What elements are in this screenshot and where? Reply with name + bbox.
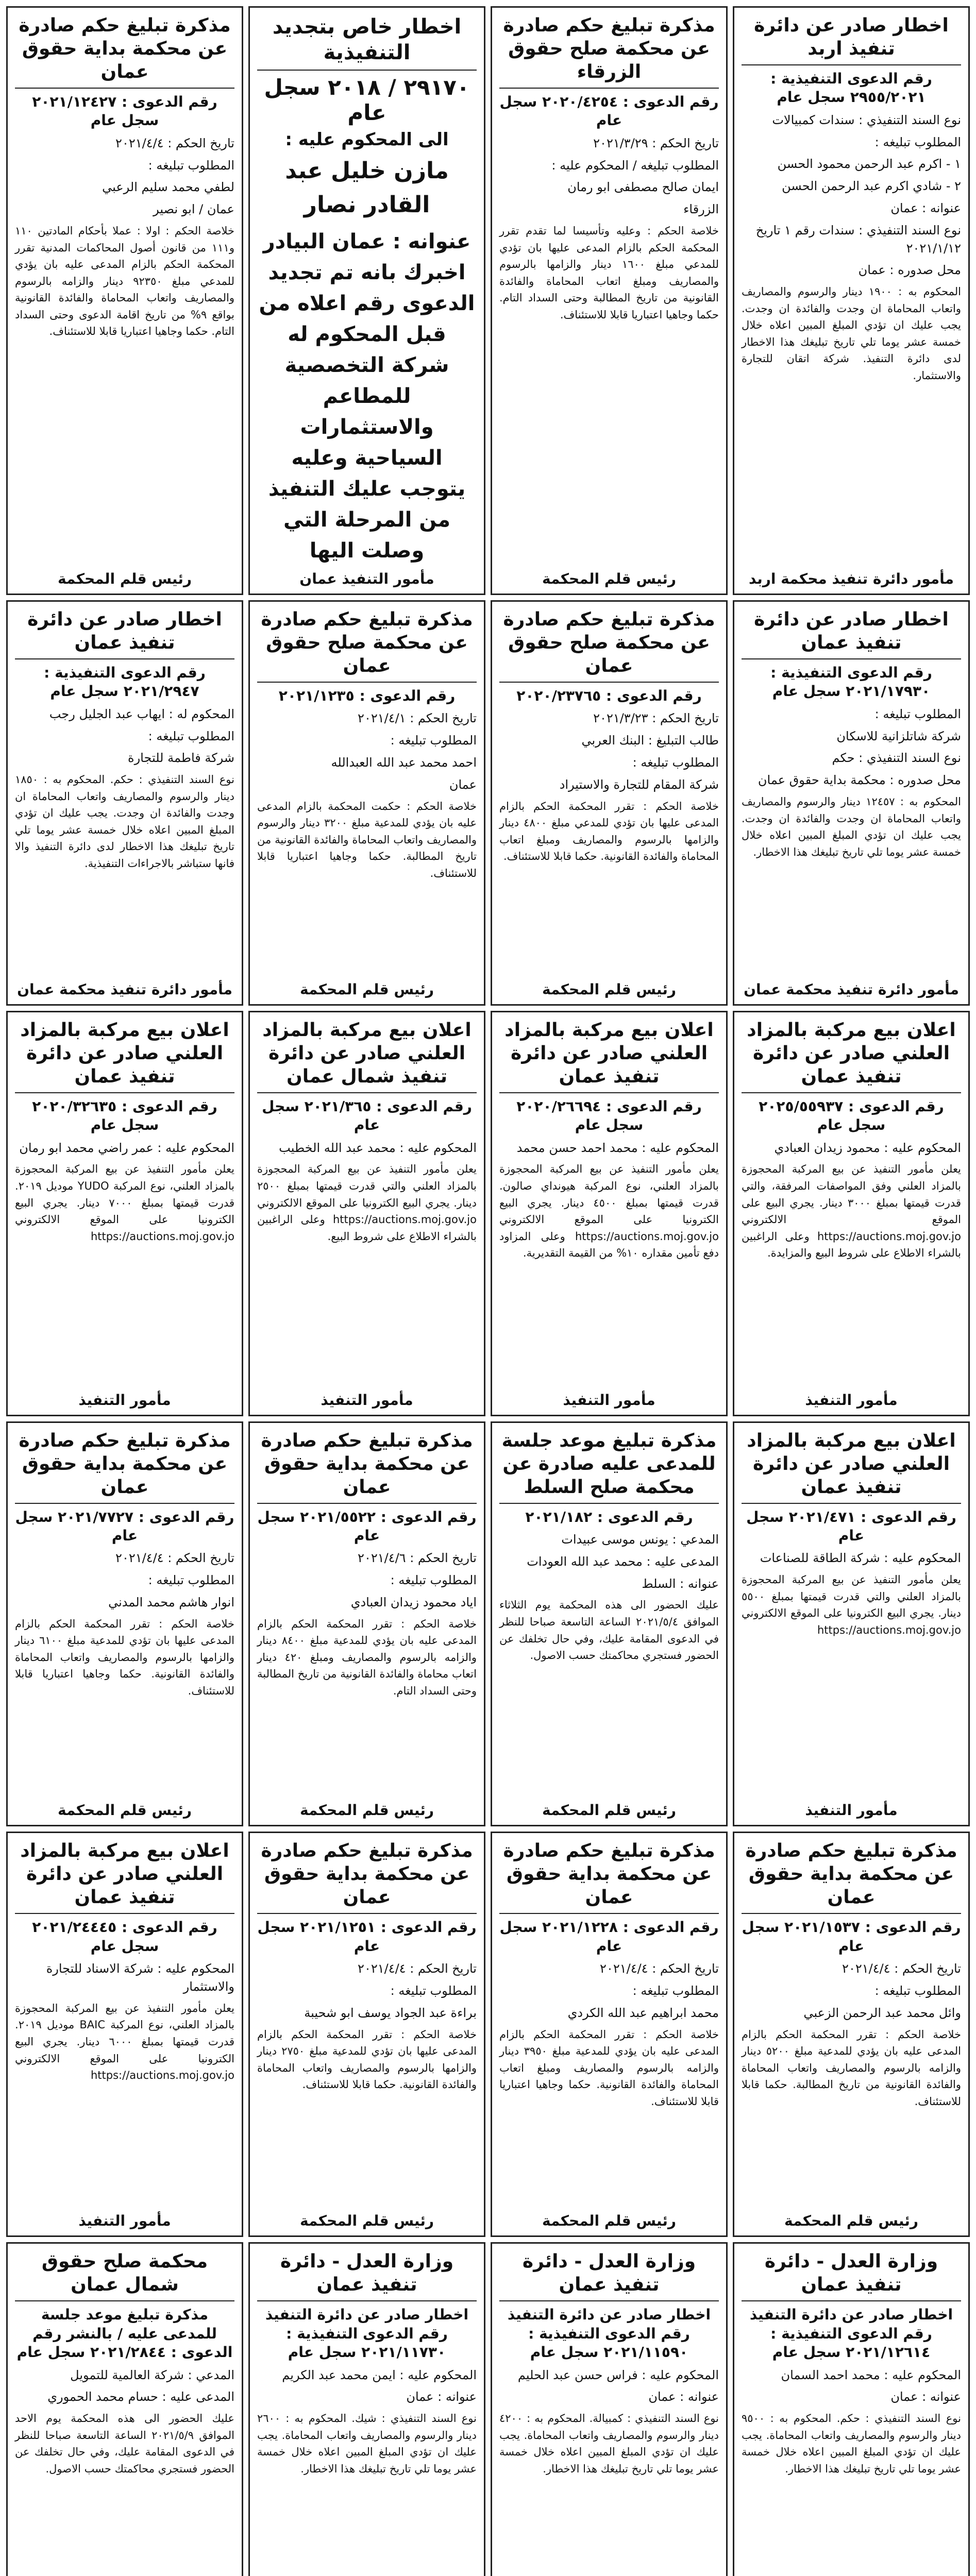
notice-field: تاريخ الحكم : ٢٠٢١/٤/٤ bbox=[115, 1551, 234, 1566]
legal-notice bbox=[491, 6, 728, 595]
notice-field: تاريخ الحكم : ٢٠٢١/٣/٢٩ bbox=[593, 135, 719, 150]
notice-body: خلاصة الحكم : تقرر المحكمة الحكم بالزام المدعى عليه بان يؤدي للمدعية مبلغ ٥٢٠٠ دينار والزامه بالرسوم والمصاريف واتعاب المحاماة والفائدة القانونية من تاريخ المطالبة. حكما قابلا للاستئناف. bbox=[742, 2028, 962, 2108]
legal-notice bbox=[248, 1421, 485, 1827]
notice-case-number: رقم الدعوى : ٢٠٢٠/٢٣٧٦٥ bbox=[516, 687, 702, 704]
notice-field: شركة شاتلزانية للاسكان bbox=[836, 728, 961, 743]
notice-field: المدعي : شركة العالمية للتمويل bbox=[70, 2367, 234, 2382]
notice-field: شركة المقام للتجارة والاستيراد bbox=[559, 777, 719, 792]
notice-field: تاريخ الحكم : ٢٠٢١/٤/٦ bbox=[358, 1551, 477, 1566]
notice-field: براءة عبد الجواد يوسف ابو شحيبة bbox=[304, 2005, 477, 2020]
notice-field: محل صدوره : محكمة بداية حقوق عمان bbox=[758, 773, 961, 788]
notice-field: المحكوم عليه : فراس حسن عبد الحليم bbox=[517, 2367, 719, 2382]
notice-field: نوع السند التنفيذي : سندات رقم ١ تاريخ ٢٠٢١/١/١٢ bbox=[755, 223, 961, 256]
legal-notice bbox=[733, 600, 970, 1006]
notice-body: خلاصة الحكم : اولا : عملا بأحكام المادتين ١١٠ و١١١ من قانون أصول المحاكمات المدنية تقرر المحكمة الحكم بالزام المدعى عليه بان يؤدي للمدعي مبلغ ٩٢٣٥٠ دينار والزامه بالرسوم والمصاريف واتعاب المحاماة والفائدة القانونية بواقع ٩% من تاريخ اقامة الدعوى وحتى السداد التام. حكما وجاهيا اعتباريا قابلا للاستئناف. bbox=[15, 224, 235, 338]
notice-field: محمد ابراهيم عبد الله الكردي bbox=[567, 2005, 719, 2020]
notice-case-number: رقم الدعوى التنفيذية : ٢٠٢١/٢٩٤٧ سجل عام bbox=[44, 664, 206, 700]
notice-field: شركة فاطمة للتجارة bbox=[128, 751, 234, 766]
notice-case-number: ٢٩١٧٠ / ٢٠١٨ سجل عام bbox=[264, 75, 470, 125]
notice-case-number: رقم الدعوى : ٢٠٢١/١٢٤٢٧ سجل عام bbox=[32, 93, 217, 129]
notice-field: المدعي : يونس موسى عبيدات bbox=[561, 1532, 719, 1547]
notice-field: عمان bbox=[449, 777, 477, 792]
notice-body: خلاصة الحكم : حكمت المحكمة بالزام المدعى عليه بان يؤدي للمدعية مبلغ ٣٢٠٠ دينار والرسوم والمصاريف واتعاب المحاماة والفائدة القانونية من تاريخ المطالبة. حكما وجاهيا اعتباريا قابلا للاستئناف. bbox=[257, 800, 477, 879]
notice-body: خلاصة الحكم : تقرر المحكمة الحكم بالزام المدعى عليه بان يؤدي للمدعية مبلغ ٨٤٠٠ دينار والزامه بالرسوم والمصاريف ومبلغ ٤٢٠ دينار اتعاب محاماة والفائدة القانونية من تاريخ المطالبة وحتى السداد التام. bbox=[257, 1617, 477, 1698]
notice-field: نوع السند التنفيذي : سندات كمبيالات bbox=[772, 112, 961, 127]
notice-body: نوع السند التنفيذي : كمبيالة. المحكوم به : ٤٢٠٠ دينار والرسوم والمصاريف واتعاب المحاماة. يجب عليك ان تؤدي المبلغ المبين اعلاه خلال خمسة عشر يوما تلي تاريخ تبليغك هذا الاخطار. bbox=[499, 2412, 719, 2475]
notice-field: طالب التبليغ : البنك العربي bbox=[581, 733, 719, 748]
notice-signature: مأمور التنفيذ bbox=[805, 1391, 898, 1409]
notice-field: المحكوم عليه : محمد احمد السمان bbox=[781, 2367, 961, 2382]
notice-field: ١ - اكرم عبد الرحمن محمود الحسن bbox=[777, 157, 961, 172]
legal-notice bbox=[491, 1421, 728, 1827]
notice-title: وزارة العدل - دائرة تنفيذ عمان bbox=[499, 2250, 719, 2301]
notice-title: مذكرة تبليغ حكم صادرة عن محكمة بداية حقوق عمان bbox=[499, 1839, 719, 1914]
notice-field: المحكوم عليه : شركة الاسناد للتجارة والاستثمار bbox=[46, 1961, 234, 1994]
notice-field: تاريخ الحكم : ٢٠٢١/٤/٤ bbox=[842, 1961, 961, 1976]
notice-field: المحكوم عليه : عمر راضي محمد ابو رمان bbox=[19, 1140, 234, 1155]
legal-notice bbox=[733, 1011, 970, 1416]
notice-field: تاريخ الحكم : ٢٠٢١/٤/٤ bbox=[600, 1961, 719, 1976]
notice-case-number: رقم الدعوى : ٢٠٢١/١٢٣٥ bbox=[278, 687, 456, 704]
notice-field: المطلوب تبليغه : bbox=[390, 1573, 477, 1588]
notice-case-number: رقم الدعوى : ٢٠٢١/٤٧١ سجل عام bbox=[746, 1508, 956, 1545]
notice-case-number: رقم الدعوى : ٢٠٢١/٧٧٢٧ سجل عام bbox=[15, 1508, 234, 1545]
notice-field: لطفي محمد سليم الرعبي bbox=[102, 180, 234, 195]
notice-field: محل صدوره : عمان bbox=[858, 263, 961, 278]
notice-body: خلاصة الحكم : تقرر المحكمة الحكم بالزام المدعى عليه بان يؤدي للمدعية مبلغ ٣٩٥٠ دينار والزامه بالرسوم والمصاريف ومبلغ اتعاب المحاماة والفائدة القانونية. حكما وجاهيا اعتباريا قابلا للاستئناف. bbox=[499, 2028, 719, 2108]
legal-notice bbox=[248, 1011, 485, 1416]
notice-signature: مأمور التنفيذ bbox=[78, 1391, 171, 1409]
notice-field: تاريخ الحكم : ٢٠٢١/٤/٤ bbox=[115, 135, 234, 150]
notice-field: المدعى عليه : محمد عبد الله العودات bbox=[527, 1554, 719, 1569]
notice-signature: مأمور التنفيذ bbox=[78, 2212, 171, 2230]
notice-title: مذكرة تبليغ حكم صادرة عن محكمة صلح حقوق عمان bbox=[499, 608, 719, 683]
notice-signature: مأمور التنفيذ bbox=[805, 1802, 898, 1819]
notice-body: خلاصة الحكم : تقرر المحكمة الحكم بالزام المدعى عليها بان تؤدي للمدعية مبلغ ٢٧٥٠ دينار والزامها بالرسوم والمصاريف واتعاب المحاماة والفائدة القانونية. حكما قابلا للاستئناف. bbox=[257, 2028, 477, 2091]
notice-title: مذكرة تبليغ حكم صادرة عن محكمة بداية حقوق عمان bbox=[15, 14, 234, 89]
legal-notice bbox=[491, 600, 728, 1006]
notice-body: يعلن مأمور التنفيذ عن بيع المركبة المحجوزة بالمزاد العلني وفق المواصفات المرفقة، والتي قدرت قيمتها بمبلغ ٣٠٠٠ دينار. يجري البيع على الموقع الالكتروني https://auctions.moj.gov.jo وعلى الراغبين بالشراء الاطلاع على شروط البيع والمزايدة. bbox=[742, 1163, 961, 1260]
notice-title: مذكرة تبليغ حكم صادرة عن محكمة بداية حقوق عمان bbox=[15, 1429, 234, 1504]
notice-field: ايمان صالح مصطفى ابو رمان bbox=[567, 180, 719, 195]
notice-signature: رئيس قلم المحكمة bbox=[58, 570, 192, 587]
notice-signature: رئيس قلم المحكمة bbox=[784, 2212, 918, 2230]
notice-body: عليك الحضور الى هذه المحكمة يوم الثلاثاء الموافق ٢٠٢١/٥/٤ الساعة التاسعة صباحا للنظر في الدعوى المقامة عليك، وفي حال تخلفك عن الحضور فستجري محاكمتك حسب الاصول. bbox=[499, 1599, 719, 1662]
notice-field: المحكوم عليه : شركة الطاقة للصناعات bbox=[760, 1551, 961, 1566]
notice-field: عنوانه : السلط bbox=[642, 1576, 719, 1591]
notice-body: خلاصة الحكم : وعليه وتأسيسا لما تقدم تقرر المحكمة الحكم بالزام المدعى عليها بان تؤدي للمدعي مبلغ ١٦٠٠ دينار والزامها بالرسوم والمصاريف ومبلغ اتعاب المحاماة والفائدة القانونية من تاريخ المطالبة وحتى السداد التام. حكما وجاهيا اعتباريا قابلا للاستئناف. bbox=[499, 224, 719, 321]
notice-case-number: رقم الدعوى : ٢٠٢١/٣٦٥ سجل عام bbox=[262, 1097, 472, 1134]
notice-case-number: اخطار صادر عن دائرة التنفيذ رقم الدعوى التنفيذية : ٢٠٢١/١١٧٣٠ سجل عام bbox=[265, 2306, 469, 2361]
legal-notice bbox=[6, 2242, 243, 2576]
notice-case-number: اخطار صادر عن دائرة التنفيذ رقم الدعوى التنفيذية : ٢٠٢١/١٢٦١٤ سجل عام bbox=[749, 2306, 953, 2361]
notice-title: مذكرة تبليغ حكم صادرة عن محكمة صلح حقوق الزرقاء bbox=[499, 14, 719, 89]
legal-notice bbox=[248, 600, 485, 1006]
notice-field: المحكوم عليه : ايمن محمد عبد الكريم bbox=[282, 2367, 477, 2382]
notice-signature: رئيس قلم المحكمة bbox=[542, 570, 676, 587]
notice-title: مذكرة تبليغ حكم صادرة عن محكمة بداية حقوق عمان bbox=[742, 1839, 961, 1914]
notice-signature: رئيس قلم المحكمة bbox=[542, 980, 676, 998]
notice-field: المطلوب تبليغه : bbox=[874, 134, 961, 149]
notice-field: وائل محمد عبد الرحمن الزعبي bbox=[803, 2005, 961, 2020]
notice-body: يعلن مأمور التنفيذ عن بيع المركبة المحجوزة بالمزاد العلني، نوع المركبة هيونداي صالون. قدرت قيمتها بمبلغ ٤٥٠٠ دينار. يجري البيع الكترونيا على الموقع الالكتروني https://auctions.moj.gov.jo وعلى المزاود دفع تأمين مقداره ١٠% من القيمة التقديرية. bbox=[499, 1163, 719, 1260]
notice-body: يعلن مأمور التنفيذ عن بيع المركبة المحجوزة بالمزاد العلني والتي قدرت قيمتها بمبلغ ٥٥٠٠ دينار. يجري البيع الكترونيا على الموقع الالكتروني https://auctions.moj.gov.jo bbox=[742, 1573, 961, 1636]
notice-title: اعلان بيع مركبة بالمزاد العلني صادر عن دائرة تنفيذ عمان bbox=[15, 1019, 234, 1093]
notice-title: وزارة العدل - دائرة تنفيذ عمان bbox=[257, 2250, 477, 2301]
notice-signature: رئيس قلم المحكمة bbox=[542, 1802, 676, 1819]
legal-notice bbox=[733, 1421, 970, 1827]
notice-body: المحكوم به : ١٢٤٥٧ دينار والرسوم والمصاريف واتعاب المحاماة ان وجدت والفائدة ان وجدت. يجب عليك ان تؤدي المبلغ المبين اعلاه خلال خمسة عشر يوما تلي تاريخ تبليغك هذا الاخطار. bbox=[742, 795, 961, 858]
notice-signature: مأمور دائرة تنفيذ محكمة اربد bbox=[749, 570, 954, 587]
legal-notice bbox=[733, 1832, 970, 2237]
notice-field: المطلوب تبليغه : bbox=[148, 1573, 234, 1588]
notice-body: يعلن مأمور التنفيذ عن بيع المركبة المحجوزة بالمزاد العلني، نوع المركبة YUDO موديل ٢٠١٩. قدرت قيمتها بمبلغ ٧٠٠٠ دينار. يجري البيع الكترونيا على الموقع الالكتروني https://auctions.moj.gov.jo bbox=[15, 1163, 234, 1243]
notice-field: المطلوب تبليغه : bbox=[390, 1984, 477, 1998]
notice-body: نوع السند التنفيذي : حكم. المحكوم به : ١٨٥٠ دينار والرسوم والمصاريف واتعاب المحاماة ان وجدت والفائدة ان وجدت. يجب عليك ان تؤدي المبلغ المبين اعلاه خلال خمسة عشر يوما تلي تاريخ تبليغك هذا الاخطار لدى دائرة التنفيذ والا فانها ستباشر بالاجراءات التنفيذية. bbox=[15, 773, 234, 870]
legal-notice bbox=[733, 6, 970, 595]
notice-field: الزرقاء bbox=[683, 202, 719, 217]
notice-title: اخطار صادر عن دائرة تنفيذ عمان bbox=[15, 608, 234, 659]
notice-addressee-label: الى المحكوم عليه : bbox=[285, 129, 449, 150]
legal-notice bbox=[6, 6, 243, 595]
notice-field: المطلوب تبليغه : bbox=[390, 733, 477, 748]
notice-field: المحكوم عليه : محمد عبد الله الخطيب bbox=[279, 1140, 477, 1155]
notice-signature: رئيس قلم المحكمة bbox=[58, 1802, 192, 1819]
notice-body: خلاصة الحكم : تقرر المحكمة الحكم بالزام المدعى عليها بان تؤدي للمدعي مبلغ ٤٨٠٠ دينار والزامها بالرسوم والمصاريف ومبلغ اتعاب المحاماة والفائدة القانونية. حكما قابلا للاستئناف. bbox=[499, 800, 719, 863]
notice-case-number: رقم الدعوى : ٢٠٢٠/٢٦٦٩٤ سجل عام bbox=[516, 1097, 702, 1134]
legal-notice bbox=[6, 1421, 243, 1827]
legal-notice bbox=[6, 1011, 243, 1416]
notice-case-number: رقم الدعوى التنفيذية : ٢٩٥٥/٢٠٢١ سجل عام bbox=[770, 70, 932, 106]
legal-notice bbox=[491, 1832, 728, 2237]
legal-notice bbox=[6, 600, 243, 1006]
notice-signature: رئيس قلم المحكمة bbox=[542, 2212, 676, 2230]
notice-field: عنوانه : عمان bbox=[406, 2389, 477, 2404]
notice-case-number: رقم الدعوى : ٢٠٢١/١٢٥١ سجل عام bbox=[257, 1919, 477, 1955]
notice-field: المطلوب تبليغه : bbox=[874, 1984, 961, 1998]
notice-title: مذكرة تبليغ حكم صادرة عن محكمة صلح حقوق عمان bbox=[257, 608, 477, 683]
notice-field: المحكوم عليه : محمود زيدان العبادي bbox=[774, 1140, 961, 1155]
notice-case-number: رقم الدعوى : ٢٠٢١/١٨٢ bbox=[525, 1508, 693, 1526]
notice-field: المطلوب تبليغه : bbox=[632, 1984, 719, 1998]
notice-field: المطلوب تبليغه : bbox=[148, 728, 234, 743]
notice-signature: رئيس قلم المحكمة bbox=[300, 2212, 434, 2230]
notice-field: عنوانه : عمان bbox=[648, 2389, 719, 2404]
notice-field: المدعى عليه : حسام محمد الحموري bbox=[47, 2389, 234, 2404]
notice-field: تاريخ الحكم : ٢٠٢١/٤/١ bbox=[358, 711, 477, 726]
notice-field: تاريخ الحكم : ٢٠٢١/٣/٢٣ bbox=[593, 711, 719, 726]
notice-signature: مأمور دائرة تنفيذ محكمة عمان bbox=[17, 980, 232, 998]
notice-field: احمد محمد عبد الله العبدالله bbox=[331, 755, 477, 770]
notice-field: المحكوم عليه : محمد احمد حسن محمد bbox=[516, 1140, 719, 1155]
notice-field: تاريخ الحكم : ٢٠٢١/٤/٤ bbox=[358, 1961, 477, 1976]
notice-body: عليك الحضور الى هذه المحكمة يوم الاحد الموافق ٢٠٢١/٥/٩ الساعة التاسعة صباحا للنظر في الدعوى المقامة عليك، وفي حال تخلفك عن الحضور فستجري محاكمتك حسب الاصول. bbox=[15, 2412, 234, 2475]
notice-field: المطلوب تبليغه : bbox=[874, 706, 961, 721]
legal-notice bbox=[6, 1832, 243, 2237]
notice-title: مذكرة تبليغ حكم صادرة عن محكمة بداية حقوق عمان bbox=[257, 1839, 477, 1914]
notice-field: عنوانه : عمان bbox=[890, 2389, 961, 2404]
notice-field: انوار هاشم محمد المدني bbox=[108, 1595, 234, 1610]
notice-signature: رئيس قلم المحكمة bbox=[300, 1802, 434, 1819]
notice-field: عمان / ابو نصير bbox=[153, 202, 234, 217]
notice-field: ٢ - شادي اكرم عبد الرحمن الحسن bbox=[782, 179, 961, 194]
notice-case-number: رقم الدعوى : ٢٠٢٠/٣٢٦٣٥ سجل عام bbox=[32, 1097, 217, 1134]
notice-case-number: رقم الدعوى التنفيذية : ٢٠٢١/١٧٩٣٠ سجل عام bbox=[770, 664, 932, 700]
legal-notice bbox=[733, 2242, 970, 2576]
notice-case-number: مذكرة تبليغ موعد جلسة للمدعى عليه / بالنشر رقم الدعوى : ٢٠٢١/٢٨٤٤ سجل عام bbox=[16, 2306, 233, 2361]
notice-signature: مأمور التنفيذ عمان bbox=[299, 570, 434, 587]
notice-title: اخطار خاص بتجديد التنفيذية bbox=[257, 14, 477, 71]
notice-title: اعلان بيع مركبة بالمزاد العلني صادر عن دائرة تنفيذ عمان bbox=[499, 1019, 719, 1093]
notice-title: اخطار صادر عن دائرة تنفيذ عمان bbox=[742, 608, 961, 659]
notice-title: مذكرة تبليغ حكم صادرة عن محكمة بداية حقوق عمان bbox=[257, 1429, 477, 1504]
legal-notice bbox=[491, 1011, 728, 1416]
notice-case-number: رقم الدعوى : ٢٠٢١/٥٥٢٢ سجل عام bbox=[257, 1508, 477, 1545]
legal-notice bbox=[248, 2242, 485, 2576]
notice-body: نوع السند التنفيذي : حكم. المحكوم به : ٩٥٠٠ دينار والرسوم والمصاريف واتعاب المحاماة. يجب عليك ان تؤدي المبلغ المبين اعلاه خلال خمسة عشر يوما تلي تاريخ تبليغك هذا الاخطار. bbox=[742, 2412, 961, 2475]
legal-notice bbox=[248, 1832, 485, 2237]
notice-case-number: رقم الدعوى : ٢٠٢١/١٢٢٨ سجل عام bbox=[499, 1919, 719, 1955]
notice-body: نوع السند التنفيذي : شيك. المحكوم به : ٢٦٠٠ دينار والرسوم والمصاريف واتعاب المحاماة. يجب عليك ان تؤدي المبلغ المبين اعلاه خلال خمسة عشر يوما تلي تاريخ تبليغك هذا الاخطار. bbox=[257, 2412, 477, 2475]
notice-field: اياد محمود زيدان العبادي bbox=[350, 1595, 477, 1610]
notice-case-number: رقم الدعوى : ٢٠٢١/٢٤٤٤٥ سجل عام bbox=[32, 1919, 217, 1955]
notice-addressee-name: مازن خليل عبد القادر نصار bbox=[285, 158, 449, 218]
notice-field: المطلوب تبليغه : bbox=[632, 755, 719, 770]
notice-body: يعلن مأمور التنفيذ عن بيع المركبة المحجوزة بالمزاد العلني والتي قدرت قيمتها بمبلغ ٢٥٠٠ دينار. يجري البيع الكترونيا على الموقع الالكتروني https://auctions.moj.gov.jo وعلى الراغبين بالشراء الاطلاع على شروط البيع. bbox=[257, 1163, 477, 1243]
notice-case-number: رقم الدعوى : ٢٠٢١/١٥٣٧ سجل عام bbox=[742, 1919, 961, 1955]
legal-notice bbox=[491, 2242, 728, 2576]
notice-field: عنوانه : عمان bbox=[890, 200, 961, 215]
notice-field: نوع السند التنفيذي : حكم bbox=[832, 751, 961, 766]
notice-body: عنوانه : عمان البيادر اخبرك بانه تم تجديد الدعوى رقم اعلاه من قبل المحكوم له شركة التخصصية للمطاعم والاستثمارات السياحية وعليه يتوجب عليك التنفيذ من المرحلة التي وصلت اليها bbox=[259, 230, 475, 563]
notice-title: اعلان بيع مركبة بالمزاد العلني صادر عن دائرة تنفيذ عمان bbox=[742, 1019, 961, 1093]
notice-body: المحكوم به : ١٩٠٠ دينار والرسوم والمصاريف واتعاب المحاماة ان وجدت والفائدة ان وجدت. يجب عليك ان تؤدي المبلغ المبين اعلاه خلال خمسة عشر يوما تلي تاريخ تبليغك هذا الاخطار لدى دائرة التنفيذ. شركة اتقان للتجارة والاستثمار. bbox=[742, 285, 961, 382]
notice-title: اخطار صادر عن دائرة تنفيذ اربد bbox=[742, 14, 961, 65]
notice-title: محكمة صلح حقوق شمال عمان bbox=[15, 2250, 234, 2301]
notice-title: وزارة العدل - دائرة تنفيذ عمان bbox=[742, 2250, 961, 2301]
notice-signature: مأمور التنفيذ bbox=[321, 1391, 413, 1409]
notice-title: اعلان بيع مركبة بالمزاد العلني صادر عن دائرة تنفيذ عمان bbox=[15, 1839, 234, 1914]
notice-field: المطلوب تبليغه / المحكوم عليه : bbox=[551, 158, 719, 173]
notice-body: يعلن مأمور التنفيذ عن بيع المركبة المحجوزة بالمزاد العلني، نوع المركبة BAIC موديل ٢٠١٩. قدرت قيمتها بمبلغ ٦٠٠٠ دينار. يجري البيع الكترونيا على الموقع الالكتروني https://auctions.moj.gov.jo bbox=[15, 2002, 234, 2082]
notice-title: اعلان بيع مركبة بالمزاد العلني صادر عن دائرة تنفيذ عمان bbox=[742, 1429, 961, 1504]
notice-case-number: اخطار صادر عن دائرة التنفيذ رقم الدعوى التنفيذية : ٢٠٢١/١١٥٩٠ سجل عام bbox=[507, 2306, 711, 2361]
notice-body: خلاصة الحكم : تقرر المحكمة الحكم بالزام المدعى عليها بان تؤدي للمدعية مبلغ ٦١٠٠ دينار والزامها بالرسوم والمصاريف واتعاب المحاماة والفائدة القانونية. حكما وجاهيا اعتباريا قابلا للاستئناف. bbox=[15, 1617, 234, 1698]
notice-signature: رئيس قلم المحكمة bbox=[300, 980, 434, 998]
notice-title: مذكرة تبليغ موعد جلسة للمدعى عليه صادرة عن محكمة صلح السلط bbox=[499, 1429, 719, 1504]
notice-case-number: رقم الدعوى : ٢٠٢٠/٤٢٥٤ سجل عام bbox=[499, 93, 719, 129]
notice-title: اعلان بيع مركبة بالمزاد العلني صادر عن دائرة تنفيذ شمال عمان bbox=[257, 1019, 477, 1093]
notice-signature: مأمور دائرة تنفيذ محكمة عمان bbox=[744, 980, 959, 998]
notice-signature: مأمور التنفيذ bbox=[563, 1391, 655, 1409]
notice-case-number: رقم الدعوى : ٢٠٢٥/٥٥٩٣٧ سجل عام bbox=[759, 1097, 944, 1134]
notice-field: المحكوم له : ايهاب عبد الجليل رجب bbox=[49, 706, 234, 721]
notice-field: المطلوب تبليغه : bbox=[148, 158, 234, 173]
legal-notice bbox=[248, 6, 485, 595]
